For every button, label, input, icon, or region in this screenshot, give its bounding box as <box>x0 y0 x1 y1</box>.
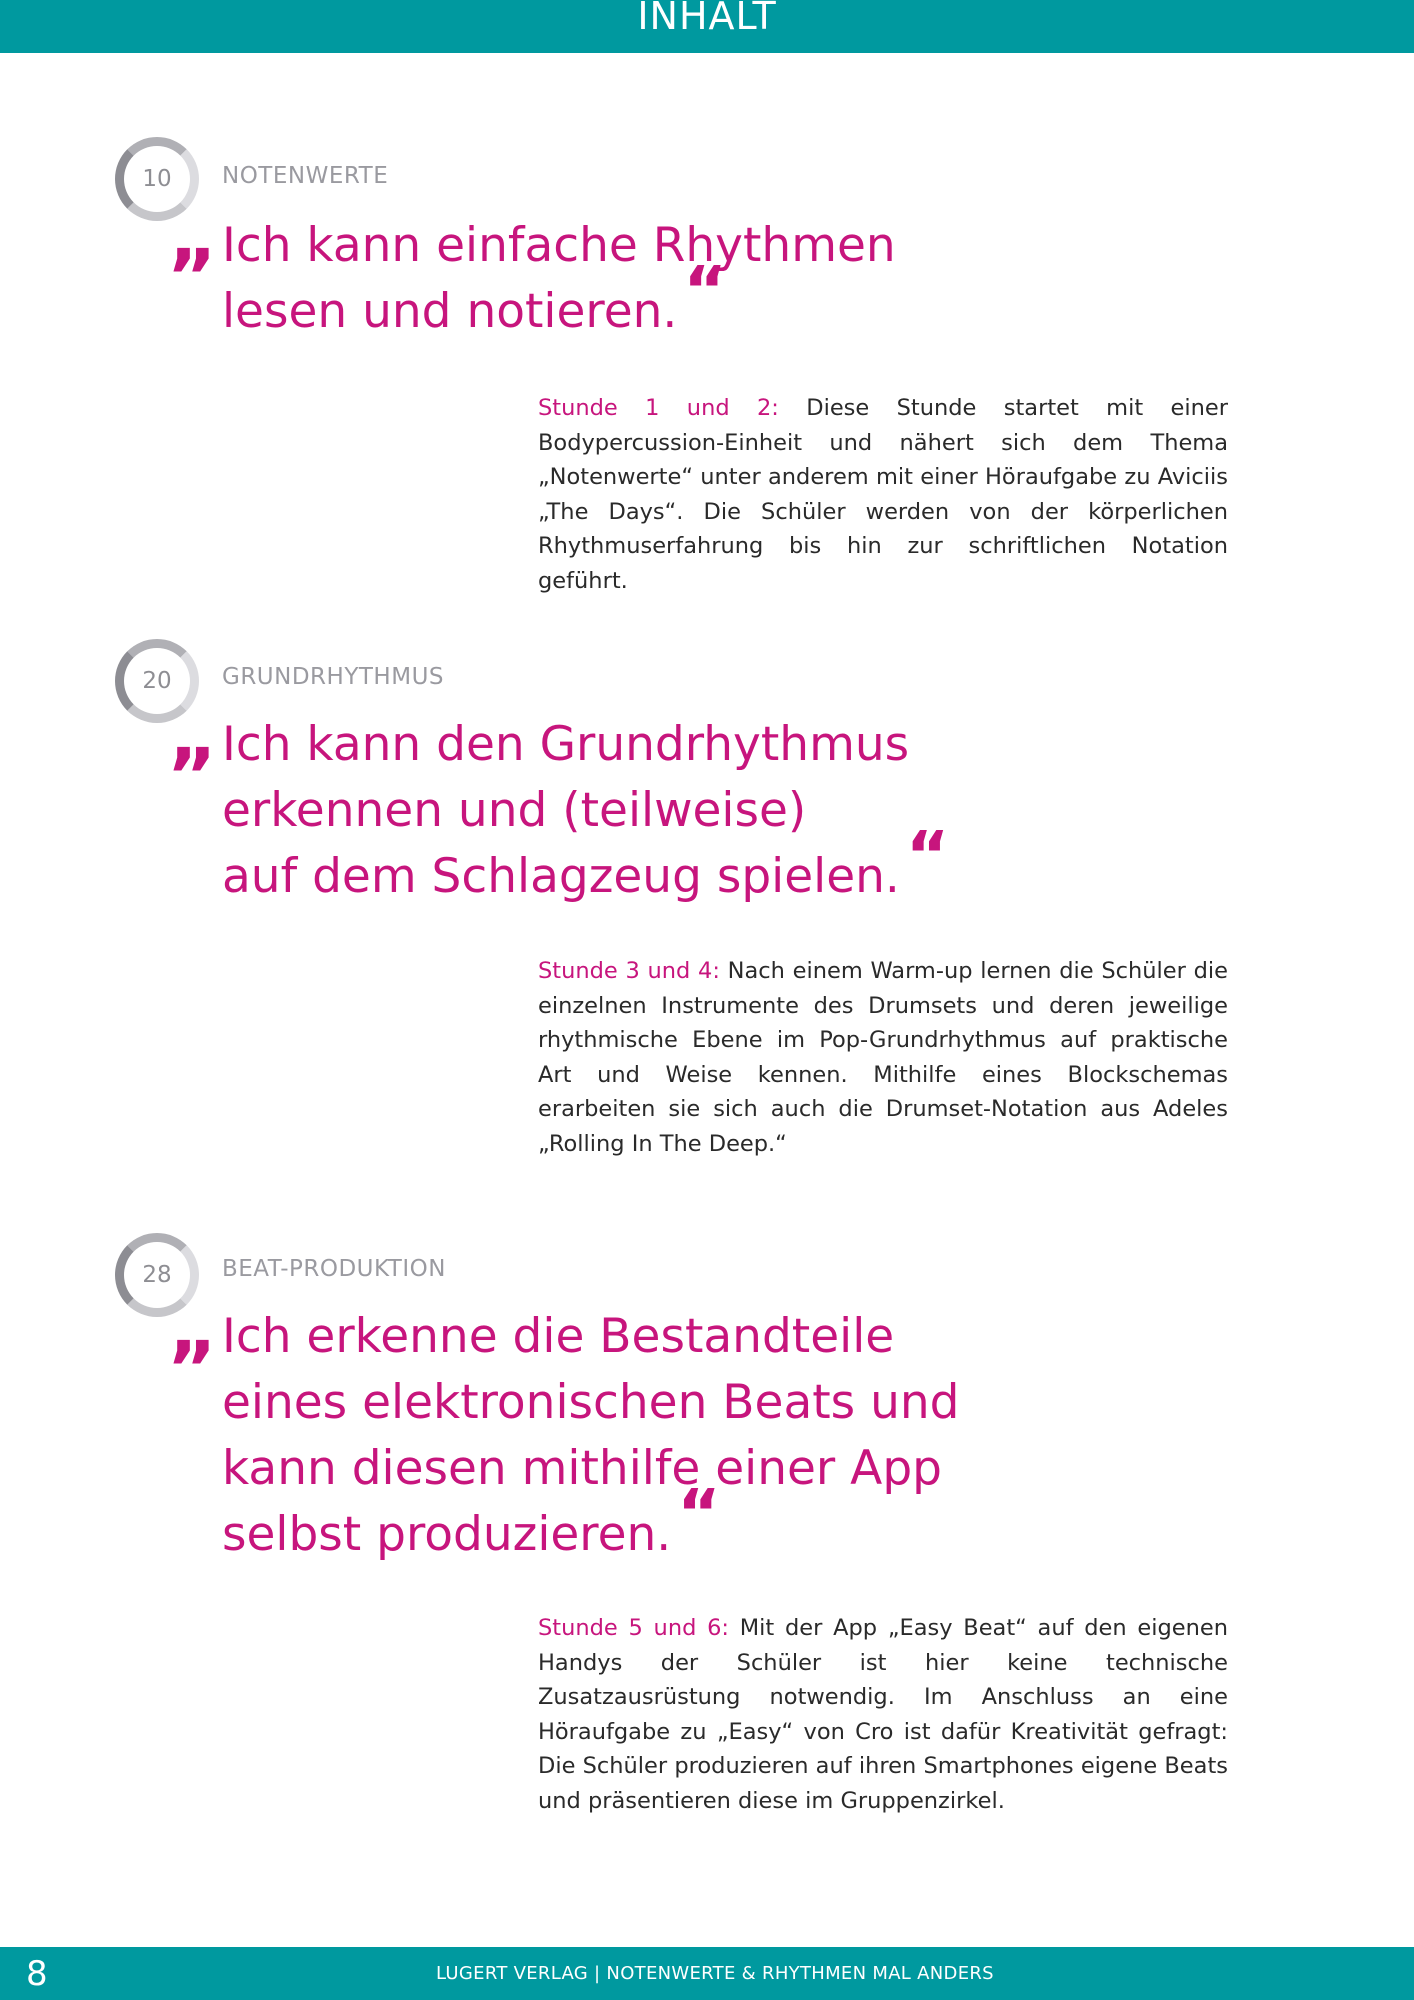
header-bar <box>0 0 1414 53</box>
headline-line-last <box>222 1475 960 1568</box>
footer-text: LUGERT VERLAG | NOTENWERTE & RHYTHMEN MAL ANDERS <box>436 1963 994 1984</box>
section-description <box>538 1611 1228 1818</box>
headline-line: Ich erkenne die Bestandteile <box>222 1309 895 1364</box>
headline-line: Ich kann einfache Rhythmen <box>222 218 896 273</box>
page-badge-number: 28 <box>142 1262 172 1288</box>
headline-line: Ich kann den Grundrhythmus <box>222 717 910 772</box>
section-headline <box>222 1304 960 1568</box>
opening-quote-mark: „ <box>168 690 218 779</box>
lesson-label: Stunde 1 und 2: <box>538 395 779 421</box>
description-text: Nach einem Warm-up lernen die Schüler die einzelnen Instrumente des Drumsets und deren jeweilige rhythmische Ebene im Pop-Grundrhythmus auf praktische Art und Weise kennen. Mithilfe eines Blockschemas erarbeiten sie sich auch die Drumset-Notation aus Adeles „Rolling In The Deep.“ <box>538 958 1228 1157</box>
section-kicker: BEAT-PRODUKTION <box>222 1256 446 1282</box>
section-kicker: GRUNDRHYTHMUS <box>222 664 445 690</box>
lesson-label: Stunde 5 und 6: <box>538 1615 730 1641</box>
headline-line: erkennen und (teilweise) <box>222 783 807 838</box>
opening-quote-mark: „ <box>168 1283 218 1372</box>
lesson-label: Stunde 3 und 4: <box>538 958 720 984</box>
headline-line: kann diesen mithilfe einer App <box>222 1441 942 1496</box>
page-badge-number: 20 <box>142 668 172 694</box>
headline-line-last <box>222 817 950 910</box>
section-kicker: NOTENWERTE <box>222 163 389 189</box>
headline-line-last <box>222 252 896 345</box>
headline-line-text: selbst produzieren. <box>222 1507 672 1562</box>
section-headline <box>222 712 949 910</box>
header-title: INHALT <box>637 0 777 38</box>
footer-bar <box>0 1947 1414 2000</box>
section-description <box>538 954 1228 1161</box>
closing-quote-mark: “ <box>683 252 727 329</box>
closing-quote-mark: “ <box>905 817 950 894</box>
page-badge-number: 10 <box>142 166 172 192</box>
headline-line: eines elektronischen Beats und <box>222 1375 960 1430</box>
section-description <box>538 391 1228 598</box>
page-number: 8 <box>26 1954 48 1994</box>
description-text: Diese Stunde startet mit einer Bodypercussion-Einheit und nähert sich dem Thema „Notenwerte“ unter anderem mit einer Höraufgabe zu Aviciis „The Days“. Die Schüler werden von der körperlichen Rhythmuserfahrung bis hin zur schriftlichen Notation geführt. <box>538 395 1228 594</box>
opening-quote-mark: „ <box>168 191 218 280</box>
section-headline <box>222 213 896 345</box>
headline-line-text: auf dem Schlagzeug spielen. <box>222 849 900 904</box>
description-text: Mit der App „Easy Beat“ auf den eigenen Handys der Schüler ist hier keine technische Zusatzausrüstung notwendig. Im Anschluss an eine Höraufgabe zu „Easy“ von Cro ist dafür Kreativität gefragt: Die Schüler produzieren auf ihren Smartphones eigene Beats und präsentieren diese im Gruppenzirkel. <box>538 1615 1228 1814</box>
closing-quote-mark: “ <box>677 1475 721 1552</box>
headline-line-text: lesen und notieren. <box>222 284 678 339</box>
